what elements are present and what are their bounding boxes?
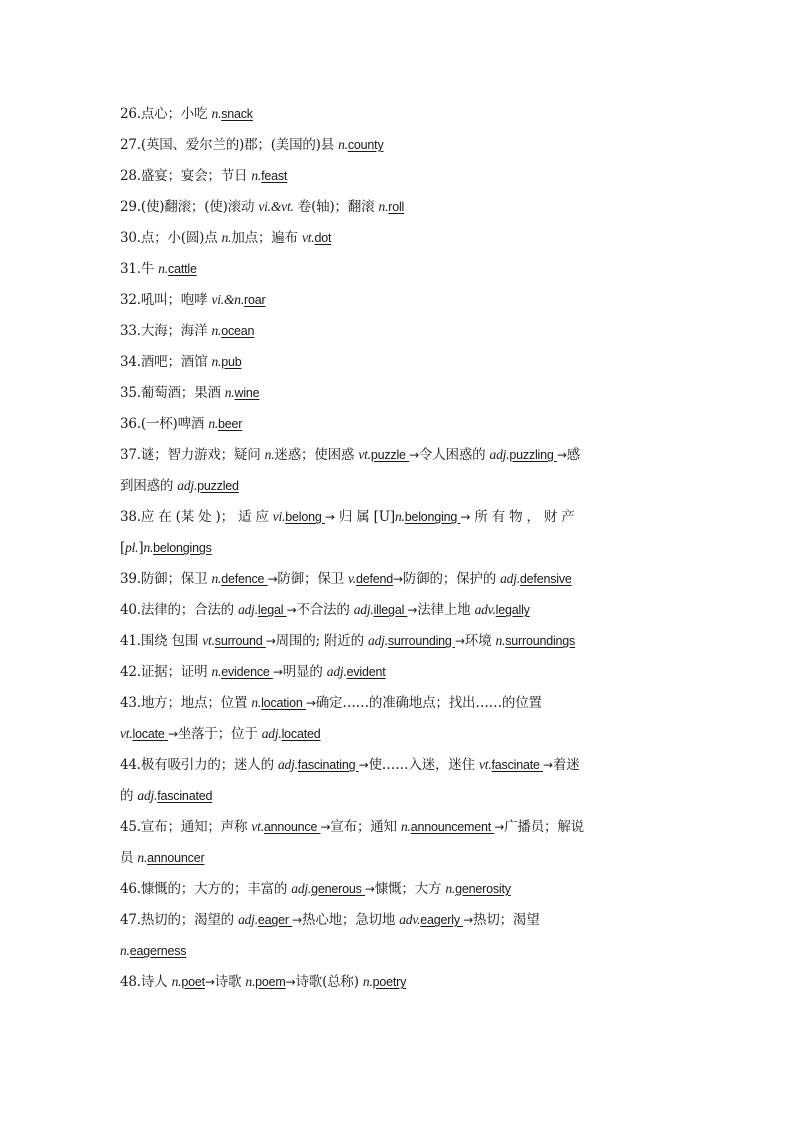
definition-text: 着迷 <box>552 757 580 773</box>
entry-number: 35. <box>120 385 141 401</box>
definition-text: 诗人 <box>140 974 172 990</box>
definition-text: 吼叫；咆哮 <box>140 292 212 308</box>
definition-text: [ <box>120 540 126 556</box>
definition-text: 宣布；通知 <box>330 819 401 835</box>
entry-number: 32. <box>120 292 141 308</box>
part-of-speech: n. <box>211 354 222 369</box>
arrow-icon: → <box>286 603 297 617</box>
answer-word: cattle <box>168 262 197 276</box>
entry-number: 46. <box>120 881 141 897</box>
entry-number: 40. <box>120 602 141 618</box>
vocab-entry-line <box>120 687 676 718</box>
entry-number: 29. <box>120 199 141 215</box>
part-of-speech: n. <box>338 137 348 152</box>
part-of-speech: vt. <box>358 447 371 462</box>
vocab-entry-line <box>120 191 676 222</box>
answer-word: beer <box>218 417 243 431</box>
part-of-speech: vt. <box>301 230 315 245</box>
definition-text: 谜；智力游戏；疑问 <box>140 447 265 463</box>
part-of-speech: adj. <box>177 478 198 493</box>
arrow-icon: → <box>320 820 331 834</box>
definition-text: 迷惑；使困惑 <box>274 447 359 463</box>
entry-number: 47. <box>120 912 141 928</box>
part-of-speech: vt. <box>251 819 264 834</box>
vocab-entry <box>120 749 676 811</box>
definition-text: 坐落于；位于 <box>177 726 262 742</box>
definition-text: 周围的; 附近的 <box>275 633 369 649</box>
definition-text: 广播员；解说 <box>504 819 584 835</box>
part-of-speech: n. <box>394 509 405 524</box>
answer-word: surrounding <box>387 634 455 648</box>
definition-text: ] <box>138 540 144 556</box>
entry-number: 41. <box>120 633 141 649</box>
vocab-entry <box>120 160 676 191</box>
vocab-entry-line <box>120 532 676 563</box>
answer-word: county <box>347 138 384 152</box>
part-of-speech: adv. <box>474 602 496 617</box>
definition-text: 确定……的准确地点；找出……的位置 <box>315 695 542 711</box>
vocab-entry <box>120 811 676 873</box>
vocab-entry-line <box>120 160 676 191</box>
answer-word: poem <box>255 975 286 989</box>
arrow-icon: → <box>167 727 178 741</box>
answer-word: legal <box>257 603 287 617</box>
answer-word: surround <box>214 634 266 648</box>
part-of-speech: adj. <box>326 664 347 679</box>
definition-text: 慷慨；大方 <box>374 881 446 897</box>
definition-text: 慷慨的；大方的；丰富的 <box>140 881 292 897</box>
definition-text: 使……入迷，迷住 <box>368 757 479 773</box>
entry-number: 39. <box>120 571 141 587</box>
part-of-speech: n. <box>137 850 148 865</box>
answer-word: dot <box>314 231 332 245</box>
vocab-entry-line <box>120 935 676 966</box>
vocab-entry-line <box>120 408 676 439</box>
part-of-speech: n. <box>211 571 222 586</box>
part-of-speech: n. <box>362 974 373 989</box>
vocab-entry-line <box>120 625 676 656</box>
part-of-speech: vi.&vt. <box>258 199 294 214</box>
entry-number: 31. <box>120 261 141 277</box>
arrow-icon: → <box>393 572 403 586</box>
part-of-speech: n. <box>495 633 506 648</box>
arrow-icon: → <box>556 448 567 462</box>
definition-text: 极有吸引力的；迷人的 <box>140 757 278 773</box>
arrow-icon: → <box>460 510 471 524</box>
vocab-entry <box>120 377 676 408</box>
vocab-entry-line <box>120 966 676 997</box>
answer-word: evident <box>346 665 386 679</box>
definition-text: 应 在 (某 处 )； 适 应 <box>140 509 273 525</box>
arrow-icon: → <box>324 510 335 524</box>
answer-word: located <box>281 727 321 741</box>
vocab-entry-line <box>120 842 676 873</box>
vocab-entry-line <box>120 129 676 160</box>
vocab-entry-line <box>120 470 676 501</box>
part-of-speech: n. <box>245 974 256 989</box>
arrow-icon: → <box>454 634 465 648</box>
vocab-entry-line <box>120 594 676 625</box>
vocab-entry-line <box>120 811 676 842</box>
vocab-entry <box>120 594 676 625</box>
part-of-speech: n. <box>445 881 456 896</box>
part-of-speech: n. <box>251 168 262 183</box>
answer-word: poetry <box>372 975 407 989</box>
part-of-speech: adj. <box>291 881 312 896</box>
answer-word: belongings <box>153 541 212 555</box>
part-of-speech: vt. <box>120 726 133 741</box>
part-of-speech: n. <box>224 385 235 400</box>
answer-word: belong <box>285 510 325 524</box>
entry-number: 45. <box>120 819 141 835</box>
answer-word: eager <box>257 913 293 927</box>
vocab-entry <box>120 625 676 656</box>
answer-word: fascinating <box>297 758 359 772</box>
vocab-entry <box>120 408 676 439</box>
definition-text: 所 有 物 ， 财 产 <box>470 509 575 525</box>
definition-text: 大海；海洋 <box>140 323 212 339</box>
vocab-entry-line <box>120 98 676 129</box>
entry-number: 27. <box>120 137 141 153</box>
vocab-entry-line <box>120 253 676 284</box>
definition-text: 盛宴；宴会；节日 <box>140 168 252 184</box>
arrow-icon: → <box>494 820 505 834</box>
answer-word: poet <box>181 975 205 989</box>
entry-number: 37. <box>120 447 141 463</box>
vocab-entry <box>120 904 676 966</box>
part-of-speech: n. <box>143 540 154 555</box>
definition-text: 卷(轴)；翻滚 <box>293 199 379 215</box>
part-of-speech: vi.&n. <box>211 292 245 307</box>
vocab-entry-line <box>120 439 676 470</box>
part-of-speech: adj. <box>368 633 388 648</box>
arrow-icon: → <box>204 975 215 989</box>
entry-number: 26. <box>120 106 141 122</box>
definition-text: 的 <box>120 788 138 804</box>
part-of-speech: adj. <box>238 602 258 617</box>
part-of-speech: vi. <box>272 509 286 524</box>
vocab-entry <box>120 284 676 315</box>
part-of-speech: n. <box>251 695 262 710</box>
answer-word: puzzled <box>197 479 239 493</box>
vocab-entry-line <box>120 377 676 408</box>
definition-text: 证据；证明 <box>140 664 212 680</box>
answer-word: puzzling <box>509 448 557 462</box>
part-of-speech: adv. <box>399 912 421 927</box>
definition-text: 葡萄酒；果酒 <box>140 385 225 401</box>
vocab-entry-line <box>120 563 676 594</box>
vocab-entry-line <box>120 315 676 346</box>
answer-word: defend <box>355 572 394 586</box>
part-of-speech: n. <box>120 943 130 958</box>
vocab-entry-line <box>120 284 676 315</box>
answer-word: legally <box>495 603 530 617</box>
vocabulary-list <box>120 98 676 997</box>
vocab-entry <box>120 563 676 594</box>
vocab-entry <box>120 253 676 284</box>
part-of-speech: pl. <box>125 540 139 555</box>
vocab-entry <box>120 222 676 253</box>
vocab-entry-line <box>120 501 676 532</box>
entry-number: 34. <box>120 354 141 370</box>
answer-word: announcement <box>410 820 495 834</box>
arrow-icon: → <box>292 913 303 927</box>
definition-text: 环境 <box>464 633 496 649</box>
definition-text: (一杯)啤酒 <box>140 416 209 432</box>
definition-text: 加点；遍布 <box>231 230 302 246</box>
part-of-speech: n. <box>264 447 275 462</box>
vocab-entry <box>120 346 676 377</box>
answer-word: defence <box>221 572 268 586</box>
answer-word: snack <box>221 107 253 121</box>
answer-word: eagerness <box>129 944 187 958</box>
entry-number: 28. <box>120 168 141 184</box>
definition-text: 明显的 <box>282 664 327 680</box>
definition-text: 法律上地 <box>417 602 475 618</box>
part-of-speech: n. <box>208 416 219 431</box>
definition-text: 感 <box>566 447 581 463</box>
part-of-speech: adj. <box>489 447 510 462</box>
vocab-entry <box>120 98 676 129</box>
definition-text: 热心地；急切地 <box>302 912 400 928</box>
vocab-entry <box>120 656 676 687</box>
part-of-speech: adj. <box>238 912 258 927</box>
answer-word: fascinated <box>157 789 213 803</box>
answer-word: locate <box>132 727 168 741</box>
arrow-icon: → <box>358 758 369 772</box>
answer-word: surroundings <box>505 634 576 648</box>
definition-text: 归 属 [U] <box>334 509 395 525</box>
answer-word: feast <box>261 169 288 183</box>
answer-word: pub <box>221 355 242 369</box>
part-of-speech: v. <box>348 571 356 586</box>
answer-word: location <box>261 696 306 710</box>
vocab-entry-line <box>120 904 676 935</box>
entry-number: 33. <box>120 323 141 339</box>
arrow-icon: → <box>285 975 296 989</box>
definition-text: 热切的；渴望的 <box>140 912 239 928</box>
entry-number: 36. <box>120 416 141 432</box>
entry-number: 42. <box>120 664 141 680</box>
definition-text: 宣布；通知；声称 <box>140 819 252 835</box>
definition-text: (使)翻滚；(使)滚动 <box>140 199 259 215</box>
vocab-entry <box>120 501 676 563</box>
answer-word: eagerly <box>420 913 464 927</box>
vocab-entry-line <box>120 346 676 377</box>
answer-word: illegal <box>373 603 408 617</box>
definition-text: 防御；保卫 <box>140 571 212 587</box>
definition-text: 牛 <box>140 261 159 277</box>
definition-text: 不合法的 <box>296 602 354 618</box>
vocab-entry-line <box>120 656 676 687</box>
arrow-icon: → <box>407 603 418 617</box>
vocab-entry-line <box>120 718 676 749</box>
definition-text: 令人困惑的 <box>418 447 490 463</box>
part-of-speech: adj. <box>277 757 298 772</box>
vocab-entry-line <box>120 222 676 253</box>
arrow-icon: → <box>265 634 276 648</box>
definition-text: 酒吧；酒馆 <box>140 354 212 370</box>
part-of-speech: n. <box>211 664 222 679</box>
vocab-entry-line <box>120 780 676 811</box>
entry-number: 43. <box>120 695 141 711</box>
part-of-speech: n. <box>211 106 222 121</box>
part-of-speech: adj. <box>500 571 520 586</box>
definition-text: 员 <box>120 850 138 866</box>
part-of-speech: n. <box>158 261 169 276</box>
part-of-speech: adj. <box>261 726 282 741</box>
answer-word: announce <box>263 820 321 834</box>
entry-number: 30. <box>120 230 141 246</box>
definition-text: 到困惑的 <box>120 478 178 494</box>
answer-word: fascinate <box>491 758 544 772</box>
arrow-icon: → <box>272 665 283 679</box>
answer-word: ocean <box>221 324 255 338</box>
arrow-icon: → <box>364 882 375 896</box>
definition-text: 防御；保卫 <box>277 571 349 587</box>
part-of-speech: n. <box>211 323 222 338</box>
entry-number: 44. <box>120 757 141 773</box>
answer-word: puzzle <box>370 448 410 462</box>
definition-text: 点；小(圆)点 <box>140 230 222 246</box>
vocab-entry <box>120 191 676 222</box>
arrow-icon: → <box>305 696 316 710</box>
entry-number: 48. <box>120 974 141 990</box>
vocab-entry <box>120 439 676 501</box>
answer-word: wine <box>234 386 260 400</box>
part-of-speech: n. <box>171 974 182 989</box>
vocab-entry <box>120 129 676 160</box>
definition-text: 热切；渴望 <box>473 912 540 928</box>
answer-word: roar <box>244 293 266 307</box>
arrow-icon: → <box>267 572 278 586</box>
definition-text: 地方；地点；位置 <box>140 695 252 711</box>
part-of-speech: n. <box>378 199 389 214</box>
part-of-speech: adj. <box>353 602 374 617</box>
answer-word: defensive <box>519 572 572 586</box>
vocab-entry <box>120 687 676 749</box>
definition-text: 点心；小吃 <box>140 106 212 122</box>
vocab-entry <box>120 966 676 997</box>
part-of-speech: vt. <box>479 757 492 772</box>
vocab-entry <box>120 873 676 904</box>
part-of-speech: adj. <box>137 788 158 803</box>
answer-word: roll <box>388 200 405 214</box>
arrow-icon: → <box>543 758 553 772</box>
part-of-speech: vt. <box>202 633 215 648</box>
arrow-icon: → <box>463 913 474 927</box>
answer-word: announcer <box>147 851 205 865</box>
part-of-speech: n. <box>400 819 411 834</box>
entry-number: 38. <box>120 509 141 525</box>
answer-word: evidence <box>221 665 273 679</box>
vocab-entry <box>120 315 676 346</box>
definition-text: 围绕 包围 <box>140 633 203 649</box>
definition-text: (英国、爱尔兰的)郡；(美国的)县 <box>140 137 339 153</box>
answer-word: generosity <box>455 882 511 896</box>
definition-text: 法律的；合法的 <box>140 602 239 618</box>
definition-text: 防御的；保护的 <box>402 571 501 587</box>
answer-word: generous <box>311 882 365 896</box>
arrow-icon: → <box>409 448 419 462</box>
definition-text: 诗歌(总称) <box>295 974 363 990</box>
definition-text: 诗歌 <box>214 974 246 990</box>
vocab-entry-line <box>120 749 676 780</box>
part-of-speech: n. <box>221 230 232 245</box>
vocab-entry-line <box>120 873 676 904</box>
answer-word: belonging <box>404 510 461 524</box>
